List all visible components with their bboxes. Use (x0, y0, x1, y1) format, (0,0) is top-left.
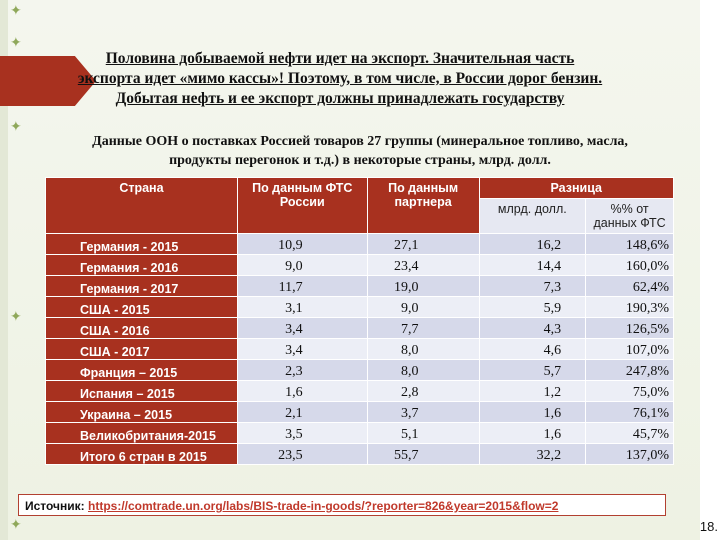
value-cell: 5,7 (479, 360, 586, 381)
header-difference: Разница (479, 178, 673, 199)
table-row (46, 360, 674, 381)
star-icon: ✦ (10, 309, 22, 325)
source-link[interactable]: https://comtrade.un.org/labs/BIS-trade-in-goods/?reporter=826&year=2015&flow=2 (88, 499, 559, 513)
country-cell: Испания – 2015 (46, 381, 238, 402)
value-cell: 4,3 (479, 318, 586, 339)
value-cell: 7,3 (479, 276, 586, 297)
value-cell: 247,8% (586, 360, 674, 381)
value-cell: 75,0% (586, 381, 674, 402)
value-cell: 3,1 (237, 297, 367, 318)
value-cell: 16,2 (479, 234, 586, 255)
country-cell: Франция – 2015 (46, 360, 238, 381)
value-cell: 11,7 (237, 276, 367, 297)
caption-line-1: Данные ООН о поставках Россией товаров 27 группы (минеральное топливо, масла, (92, 134, 628, 149)
country-cell: Украина – 2015 (46, 402, 238, 423)
value-cell: 2,3 (237, 360, 367, 381)
header-country: Страна (46, 178, 238, 234)
value-cell: 14,4 (479, 255, 586, 276)
value-cell: 160,0% (586, 255, 674, 276)
header-diff-pct: %% от данных ФТС (586, 199, 674, 234)
star-icon: ✦ (10, 517, 22, 533)
table-body (46, 234, 674, 465)
table-row (46, 444, 674, 465)
slide-title (40, 49, 640, 109)
value-cell: 9,0 (237, 255, 367, 276)
country-cell: Германия - 2017 (46, 276, 238, 297)
value-cell: 8,0 (367, 339, 479, 360)
table-row (46, 339, 674, 360)
table-row (46, 297, 674, 318)
table-row (46, 402, 674, 423)
value-cell: 10,9 (237, 234, 367, 255)
value-cell: 8,0 (367, 360, 479, 381)
source-label: Источник: (25, 499, 85, 513)
page-number: 18. (699, 519, 718, 534)
table-row (46, 276, 674, 297)
value-cell: 23,4 (367, 255, 479, 276)
value-cell: 62,4% (586, 276, 674, 297)
value-cell: 7,7 (367, 318, 479, 339)
value-cell: 76,1% (586, 402, 674, 423)
value-cell: 27,1 (367, 234, 479, 255)
value-cell: 2,1 (237, 402, 367, 423)
title-line-3: Добытая нефть и ее экспорт должны принадлежать государству (115, 90, 565, 107)
country-cell: США - 2017 (46, 339, 238, 360)
value-cell: 1,2 (479, 381, 586, 402)
title-line-2: экспорта идет «мимо кассы»! Поэтому, в том числе, в России дорог бензин. (77, 70, 603, 87)
value-cell: 107,0% (586, 339, 674, 360)
value-cell: 3,4 (237, 318, 367, 339)
table-row (46, 234, 674, 255)
header-partner: По данным партнера (367, 178, 479, 234)
value-cell: 19,0 (367, 276, 479, 297)
value-cell: 190,3% (586, 297, 674, 318)
star-icon: ✦ (10, 3, 22, 19)
country-cell: Великобритания-2015 (46, 423, 238, 444)
value-cell: 1,6 (479, 402, 586, 423)
country-cell: Германия - 2016 (46, 255, 238, 276)
value-cell: 55,7 (367, 444, 479, 465)
value-cell: 148,6% (586, 234, 674, 255)
value-cell: 5,9 (479, 297, 586, 318)
country-cell: США - 2015 (46, 297, 238, 318)
value-cell: 5,1 (367, 423, 479, 444)
source-box (18, 494, 666, 516)
caption-line-2: продукты перегонок и т.д.) в некоторые страны, млрд. долл. (169, 153, 551, 168)
value-cell: 9,0 (367, 297, 479, 318)
value-cell: 4,6 (479, 339, 586, 360)
export-data-table (45, 177, 674, 465)
value-cell: 1,6 (479, 423, 586, 444)
header-diff-bln: млрд. долл. (479, 199, 586, 234)
value-cell: 23,5 (237, 444, 367, 465)
star-icon: ✦ (10, 119, 22, 135)
title-line-1: Половина добываемой нефти идет на экспорт. Значительная часть (105, 50, 575, 67)
country-cell: Германия - 2015 (46, 234, 238, 255)
country-cell: США - 2016 (46, 318, 238, 339)
value-cell: 32,2 (479, 444, 586, 465)
table-caption (50, 132, 670, 170)
value-cell: 3,5 (237, 423, 367, 444)
country-cell: Итого 6 стран в 2015 (46, 444, 238, 465)
value-cell: 45,7% (586, 423, 674, 444)
value-cell: 3,7 (367, 402, 479, 423)
table-row (46, 255, 674, 276)
value-cell: 2,8 (367, 381, 479, 402)
value-cell: 1,6 (237, 381, 367, 402)
value-cell: 137,0% (586, 444, 674, 465)
table-row (46, 318, 674, 339)
header-fts: По данным ФТС России (237, 178, 367, 234)
value-cell: 126,5% (586, 318, 674, 339)
star-icon: ✦ (10, 35, 22, 51)
value-cell: 3,4 (237, 339, 367, 360)
table-row (46, 423, 674, 444)
table-row (46, 381, 674, 402)
